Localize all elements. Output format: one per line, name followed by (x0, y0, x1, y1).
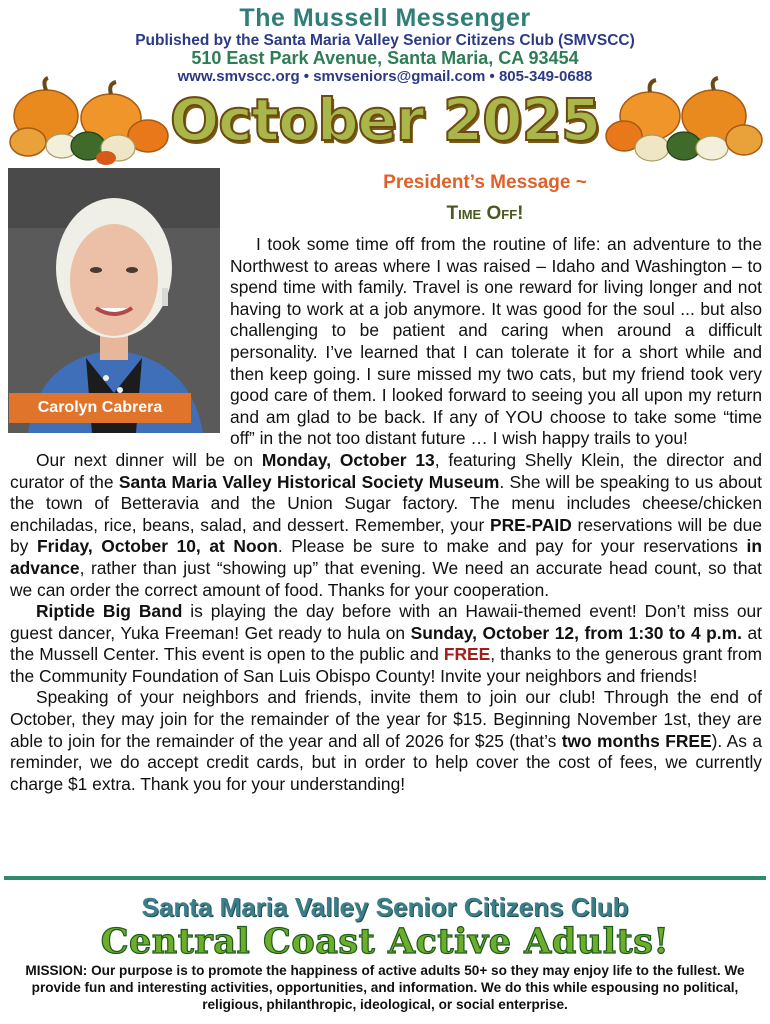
issue-month: October (169, 86, 424, 154)
photo-spacer (10, 234, 230, 434)
p2-text: reservations will be due by (10, 514, 762, 557)
issue-date (0, 88, 770, 152)
paragraph-3 (10, 601, 762, 687)
paragraph-4 (10, 687, 762, 795)
paragraph-2 (10, 450, 762, 601)
p2-text: . Please be sure to make and pay for your reservations (277, 536, 747, 557)
address-line: 510 East Park Avenue, Santa Maria, CA 93454 (191, 48, 579, 68)
p2-text: , featuring Shelly Klein, the director and curator of the (10, 449, 763, 492)
dinner-date: Monday, October 13 (261, 449, 435, 470)
free-label: FREE (443, 644, 491, 665)
issue-year: 2025 (442, 86, 601, 154)
p2-text: , rather than just “showing up” that evening. We need an accurate head count, so that we can order the correct amount of food. Thanks for your cooperation. (10, 557, 762, 600)
article-body (10, 234, 762, 795)
prepaid-label: PRE-PAID (489, 514, 572, 535)
reservation-deadline: Friday, October 10, at Noon (36, 536, 278, 557)
publisher-line: Published by the Santa Maria Valley Senior Citizens Club (SMVSCC) (135, 32, 635, 49)
in-advance-label: in advance (10, 536, 762, 578)
p3-text: at the Mussell Center. This event is open to the public and (10, 622, 762, 665)
p4-text: ). As a reminder, we do accept credit cards, but in order to help cover the cost of fees, we currently charge $1 extra. Thank you for your understanding! (10, 730, 762, 794)
contact-line: www.smvscc.org • smvseniors@gmail.com • 805-349-0688 (177, 68, 593, 85)
p2-text: Our next dinner will be on (36, 449, 262, 470)
masthead (0, 4, 770, 86)
section-divider (4, 876, 766, 880)
event-datetime: Sunday, October 12, from 1:30 to 4 p.m. (410, 622, 742, 643)
newsletter-title: The Mussell Messenger (239, 4, 531, 32)
photo-caption: Carolyn Cabrera (9, 393, 191, 423)
club-name: Santa Maria Valley Senior Citizens Club (141, 892, 629, 922)
president-heading: President’s Message ~ (383, 172, 587, 193)
club-tagline: Central Coast Active Adults! (100, 921, 670, 962)
museum-name: Santa Maria Valley Historical Society Museum (118, 471, 500, 492)
p2-text: . She will be speaking to us about the town of Betteravia and the Union Sugar factory. The menu includes cheese/chicken enchiladas, rice, beans, salad, and dessert. Remember, your (10, 471, 763, 535)
paragraph-1: I took some time off from the routine of life: an adventure to the Northwest to areas where I was raised – Idaho and Washington – to spend time with family. Travel is one reward for living longer and not having to work at a job anymore. It was good for the soul ... but also challenging to be patient and caring when around a difficult personality. I’ve learned that I can tolerate it for a short while and then keep going. I sure missed my two cats, but my friend took very good care of them. I looked forward to seeing you all upon my return and am glad to be back. If any of YOU choose to take some “time off” in the not too distant future … I wish happy trails to you! (230, 234, 762, 449)
president-subheading: Time Off! (446, 203, 524, 224)
p3-text: is playing the day before with an Hawaii-themed event! Don’t miss our guest dancer, Yuka Freeman! Get ready to hula on (10, 601, 762, 643)
mission-statement: MISSION: Our purpose is to promote the happiness of active adults 50+ so they may enjoy life to the fullest. We provide fun and interesting activities, opportunities, and information. We do this while espousing no political, religious, philanthropic, ideological, or social enterprise. (25, 963, 745, 1012)
two-months-free: two months FREE (561, 730, 712, 751)
p4-text: Speaking of your neighbors and friends, invite them to join our club! Through the end of October, they may join for the remainder of the year for $15. Beginning November 1st, they are able to join for the remainder of the year and all of 2026 for $25 (that’s (10, 687, 762, 751)
band-name: Riptide Big Band (36, 601, 183, 622)
p3-text: , thanks to the generous grant from the Community Foundation of San Luis Obispo County! Invite your neighbors and friends! (10, 644, 762, 686)
